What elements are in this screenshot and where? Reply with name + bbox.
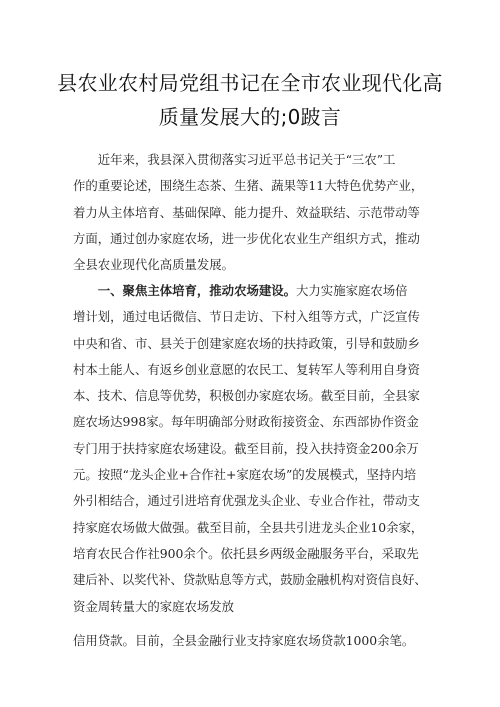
paragraph-line: 着力从主体培育、基础保障、能力提升、效益联结、示范带动等 xyxy=(73,204,420,220)
paragraph-line: 元。按照“龙头企业+合作社+家庭农场”的发展模式，坚持内培 xyxy=(73,467,417,483)
title-line-1: 县农业农村局党组书记在全市农业现代化高 xyxy=(57,71,443,95)
paragraph-line: 中央和省、市、县关于创建家庭农场的扶持政策，引导和鼓励乡 xyxy=(73,335,420,351)
paragraph-line: 增计划，通过电话微信、节日走访、下村入组等方式，广泛宣传 xyxy=(73,309,420,325)
paragraph-line: 村本土能人、有返乡创业意愿的农民工、复转军人等利用自身资 xyxy=(73,361,420,377)
section-lead-text: 大力实施家庭农场倍 xyxy=(296,283,408,298)
paragraph-line: 全县农业现代化高质量发展。 xyxy=(73,257,235,273)
paragraph-intro xyxy=(73,147,428,278)
paragraph-line: 专门用于扶持家庭农场建设。截至目前，投入扶持资金200余万 xyxy=(73,440,419,456)
paragraph-line: 作的重要论述，围绕生态茶、生猪、蔬果等11大特色优势产业， xyxy=(73,178,424,194)
paragraph-line: 建后补、以奖代补、贷款贴息等方式，鼓励金融机构对资信良好、 xyxy=(73,572,427,588)
document-title xyxy=(40,66,460,134)
paragraph-line: 庭农场达998家。每年明确部分财政衔接资金、东西部协作资金 xyxy=(73,414,419,430)
paragraph-line: 方面，通过创办家庭农场，进一步优化农业生产组织方式，推动 xyxy=(73,230,420,246)
title-line-2: 质量发展大的;0跛言 xyxy=(158,105,342,129)
paragraph-line: 近年来，我县深入贯彻落实习近平总书记关于“三农”工 xyxy=(73,152,396,167)
paragraph-line: 本、技术、信息等优势，积极创办家庭农场。截至目前，全县家 xyxy=(73,388,420,404)
paragraph-line: 持家庭农场做大做强。截至目前，全县共引进龙头企业10余家， xyxy=(73,519,424,535)
paragraph-line: 培育农民合作社900余个。依托县乡两级金融服务平台，采取先 xyxy=(73,545,419,561)
paragraph-line: 资金周转量大的家庭农场发放 xyxy=(73,598,235,614)
paragraph-continuation xyxy=(73,628,428,654)
paragraph-line: 外引相结合，通过引进培育优强龙头企业、专业合作社，带动支 xyxy=(73,493,420,509)
paragraph-section-one xyxy=(73,278,428,620)
paragraph-line: 信用贷款。目前，全县金融行业支持家庭农场贷款1000余笔。 xyxy=(73,633,415,648)
section-heading: 一、聚焦主体培育，推动农场建设。 xyxy=(73,283,297,298)
paragraph-first-line xyxy=(73,278,428,304)
